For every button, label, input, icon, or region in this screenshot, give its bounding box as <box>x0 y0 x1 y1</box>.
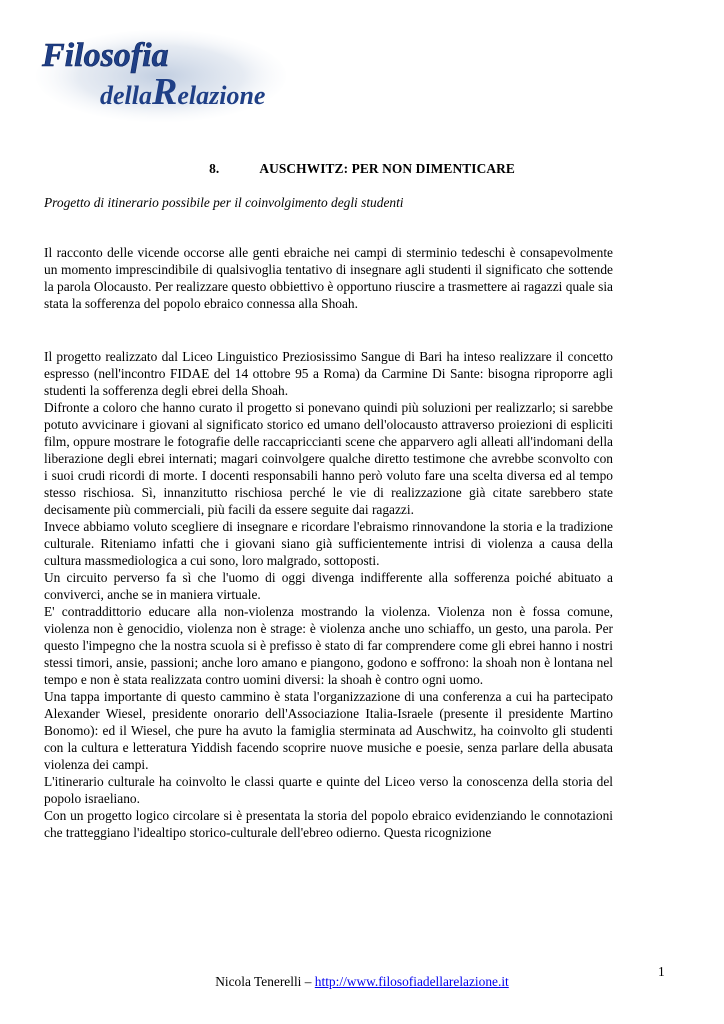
paragraph-9: Con un progetto logico circolare si è presentata la storia del popolo ebraico evidenziando le connotazioni che tratteggiano l'idealtipo storico-culturale dell'ebreo odierno. Questa ricognizione <box>44 808 613 840</box>
logo-line1: Filosofia <box>42 37 169 74</box>
footer-website-link[interactable]: http://www.filosofiadellarelazione.it <box>314 974 509 989</box>
section-subtitle: Progetto di itinerario possibile per il coinvolgimento degli studenti <box>44 195 404 210</box>
paragraph-5: Un circuito perverso fa sì che l'uomo di oggi divenga indifferente alla sofferenza poiché abituato a conviverci, anche se in maniera virtuale. <box>44 570 613 602</box>
section-heading <box>0 161 724 177</box>
page-number: 1 <box>658 964 665 979</box>
section-title: AUSCHWITZ: PER NON DIMENTICARE <box>259 161 515 176</box>
body-text <box>44 244 613 841</box>
footer-author: Nicola Tenerelli – <box>215 974 315 989</box>
paragraph-4: Invece abbiamo voluto scegliere di insegnare e ricordare l'ebraismo rinnovandone la storia e la tradizione culturale. Riteniamo infatti che i giovani siano già sufficientemente intrisi di violenza a causa della cultura massmediologica a cui sono, loro malgrado, sottoposti. <box>44 519 613 568</box>
paragraph-3: Difronte a coloro che hanno curato il progetto si ponevano quindi più soluzioni per realizzarlo; si sarebbe potuto avvicinare i giovani al significato storico ed umano dell'olocausto attraverso proiezioni di espliciti film, oppure mostrare le fotografie delle raccapriccianti scene che apparvero agli alleati all'indomani della liberazione degli ebrei internati; magari coinvolgere qualche diretto testimone che avrebbe sconvolto con i suoi crudi ricordi di morte. I docenti responsabili hanno però voluto fare una scelta diversa ed al tempo stesso rischiosa. Sì, innanzitutto rischiosa perché le vie di realizzazione già citate sarebbero state decisamente più commerciali, più facili da essere seguite dai ragazzi. <box>44 400 613 517</box>
paragraph-8: L'itinerario culturale ha coinvolto le classi quarte e quinte del Liceo verso la conoscenza della storia del popolo israeliano. <box>44 774 613 806</box>
logo-line2-prefix: della <box>100 81 152 110</box>
paragraph-6: E' contraddittorio educare alla non-violenza mostrando la violenza. Violenza non è fossa comune, violenza non è genocidio, violenza non è strage: è violenza anche uno schiaffo, un gesto, una parola. Per questo l'impegno che la nostra scuola si è prefisso è stato di far comprendere come gli ebrei hanno i nostri stessi timori, ansie, passioni; anche loro amano e piangono, godono e soffrono: la shoah non è lontana nel tempo e non è stata realizzata contro uomini diversi: la shoah è contro ogni uomo. <box>44 604 613 687</box>
paragraph-1: Il racconto delle vicende occorse alle genti ebraiche nei campi di sterminio tedeschi è consapevolmente un momento imprescindibile di qualsivoglia tentativo di insegnare agli studenti il significato che sottende la parola Olocausto. Per realizzare questo obbiettivo è opportuno riuscire a trasmettere ai ragazzi quale sia stata la sofferenza del popolo ebraico connessa alla Shoah. <box>44 245 613 311</box>
paragraph-7: Una tappa importante di questo cammino è stata l'organizzazione di una conferenza a cui ha partecipato Alexander Wiesel, presidente onorario dell'Associazione Italia-Israele (presente il presidente Martino Bonomo): ed il Wiesel, che pure ha avuto la famiglia sterminata ad Auschwitz, ha coinvolto gli studenti con la cultura e letteratura Yiddish facendo scoprire nuove musiche e poesie, senza parlare della abusata violenza dei campi. <box>44 689 613 772</box>
section-number: 8. <box>209 161 220 176</box>
filosofia-della-relazione-logo <box>36 26 286 122</box>
logo-line2-initial: R <box>152 71 178 113</box>
page-footer <box>0 974 724 990</box>
site-logo <box>36 26 286 122</box>
paragraph-2: Il progetto realizzato dal Liceo Linguistico Preziosissimo Sangue di Bari ha inteso realizzare il concetto espresso (nell'incontro FIDAE del 14 ottobre 95 a Roma) da Carmine Di Sante: bisogna riproporre agli studenti la sofferenza degli ebrei della Shoah. <box>44 349 613 398</box>
logo-line2-suffix: elazione <box>177 81 266 110</box>
